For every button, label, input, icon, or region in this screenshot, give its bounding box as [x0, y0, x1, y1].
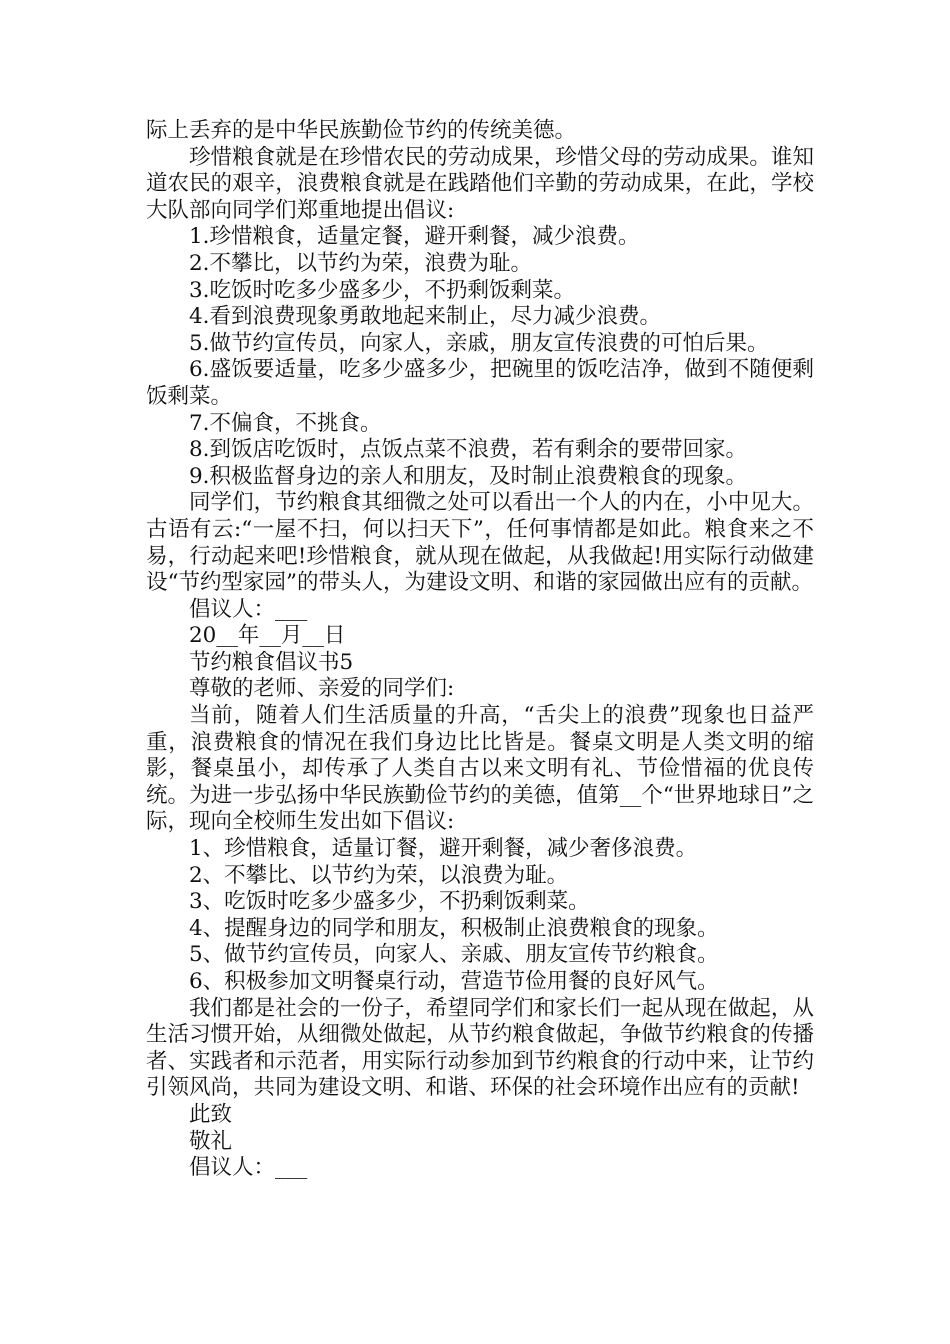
paragraph: 当前，随着人们生活质量的升高，“舌尖上的浪费”现象也日益严重，浪费粮食的情况在我们身边比比皆是。餐桌文明是人类文明的缩影，餐桌虽小，却传承了人类自古以来文明有礼、节俭惜福的优良传统。为进一步弘扬中华民族勤俭节约的美德，值第__个“世界地球日”之际，现向全校师生发出如下倡议:	[146, 703, 814, 835]
list-item: 3、吃饭时吃多少盛多少，不扔剩饭剩菜。	[189, 889, 590, 915]
signature-line: 倡议人：___	[189, 1155, 308, 1181]
list-item: 5.做节约宣传员，向家人，亲戚，朋友宣传浪费的可怕后果。	[189, 330, 769, 356]
list-item: 6、积极参加文明餐桌行动，营造节俭用餐的良好风气。	[189, 969, 719, 994]
signature-line: 倡议人：___	[189, 596, 308, 622]
paragraph: 我们都是社会的一份子，希望同学们和家长们一起从现在做起，从生活习惯开始，从细微处做起，从节约粮食做起，争做节约粮食的传播者、实践者和示范者，用实际行动参加到节约粮食的行动中来，让节约引领风尚，共同为建设文明、和谐、环保的社会环境作出应有的贡献!	[146, 995, 814, 1101]
list-item: 6.盛饭要适量，吃多少盛多少，把碗里的饭吃洁净，做到不随便剩饭剩菜。	[146, 357, 814, 409]
list-item: 2、不攀比、以节约为荣，以浪费为耻。	[189, 862, 569, 888]
document-body	[146, 118, 814, 1182]
closing-line: 敬礼	[189, 1128, 233, 1154]
list-item: 5、做节约宣传员，向家人、亲戚、朋友宣传节约粮食。	[189, 942, 719, 968]
date-line: 20__年__月__日	[189, 623, 346, 649]
list-item: 4.看到浪费现象勇敢地起来制止，尽力减少浪费。	[189, 304, 662, 330]
list-item: 4、提醒身边的同学和朋友，积极制止浪费粮食的现象。	[189, 915, 719, 941]
list-item: 1、珍惜粮食，适量订餐，避开剩餐，减少奢侈浪费。	[189, 836, 698, 862]
list-item: 8.到饭店吃饭时，点饭点菜不浪费，若有剩余的要带回家。	[189, 437, 748, 463]
paragraph: 珍惜粮食就是在珍惜农民的劳动成果，珍惜父母的劳动成果。谁知道农民的艰辛，浪费粮食就是在践踏他们辛勤的劳动成果，在此，学校大队部向同学们郑重地提出倡议:	[146, 144, 814, 223]
list-item: 2.不攀比，以节约为荣，浪费为耻。	[189, 250, 533, 276]
list-item: 9.积极监督身边的亲人和朋友，及时制止浪费粮食的现象。	[189, 463, 748, 489]
list-item: 7.不偏食，不挑食。	[189, 410, 382, 436]
section-title: 节约粮食倡议书5	[189, 649, 354, 675]
salutation: 尊敬的老师、亲爱的同学们:	[189, 676, 455, 702]
paragraph: 际上丢弃的是中华民族勤俭节约的传统美德。	[146, 118, 577, 143]
list-item: 3.吃饭时吃多少盛多少，不扔剩饭剩菜。	[189, 277, 576, 303]
list-item: 1.珍惜粮食，适量定餐，避开剩餐，减少浪费。	[189, 224, 640, 250]
closing-line: 此致	[189, 1101, 233, 1127]
paragraph: 同学们，节约粮食其细微之处可以看出一个人的内在，小中见大。古语有云:“一屋不扫，何以扫天下”，任何事情都是如此。粮食来之不易，行动起来吧!珍惜粮食，就从现在做起，从我做起!用实际行动做建设“节约型家园”的带头人，为建设文明、和谐的家园做出应有的贡献。	[146, 490, 814, 596]
